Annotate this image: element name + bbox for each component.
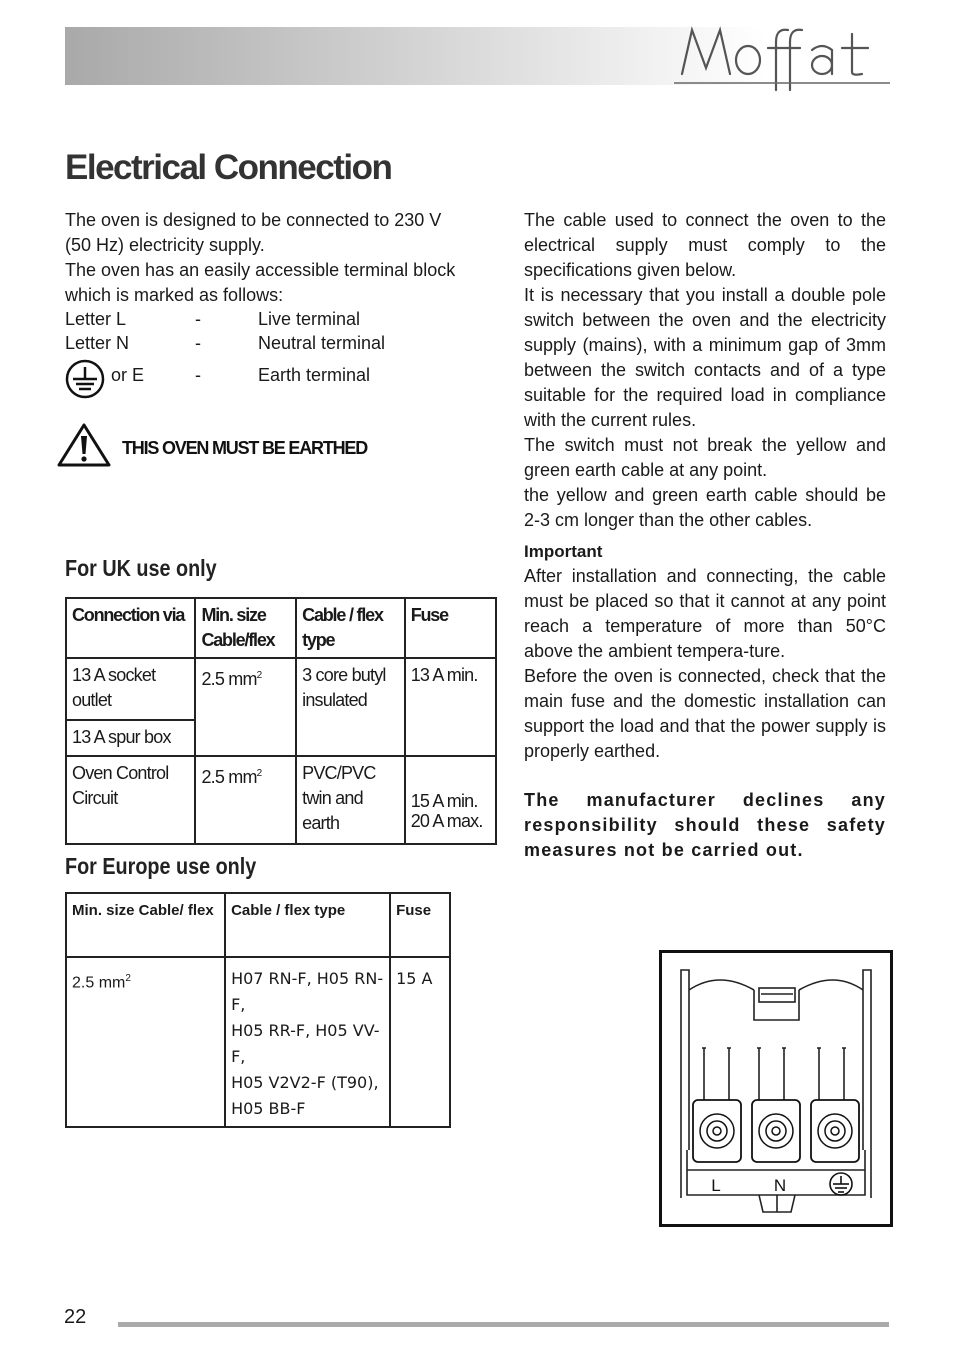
terminal-desc: Neutral terminal: [258, 333, 386, 353]
right-column-text: [524, 208, 886, 863]
table-cell: PVC/PVC twin and earth: [296, 756, 405, 844]
superscript: 2: [125, 973, 131, 984]
fuse-min: 15 A min.: [410, 791, 478, 811]
table-row: [66, 658, 496, 720]
table-header-cell: Cable / flex type: [225, 893, 390, 957]
important-heading: Important: [524, 542, 603, 561]
terminal-desc: Earth terminal: [258, 365, 371, 385]
table-header-cell: Cable / flex type: [296, 598, 405, 658]
footer-divider: [118, 1322, 889, 1327]
table-cell: 3 core butyl insulated: [296, 658, 405, 756]
table-header-row: [66, 893, 450, 957]
table-cell: 13 A spur box: [66, 720, 195, 756]
terminal-label-n: N: [773, 1176, 787, 1195]
fuse-max: 20 A max.: [410, 811, 483, 831]
cable-size: 2.5 mm: [201, 669, 257, 689]
terminal-desc: Live terminal: [258, 309, 361, 329]
table-row: [66, 957, 450, 1127]
europe-heading: For Europe use only: [65, 853, 257, 879]
paragraph: It is necessary that you install a double pole switch between the oven and the electricity supply (mains), with a minimum gap of 3mm between the switch contacts and of a type suitable for the required load in compliance with the current rules.: [524, 285, 886, 430]
cable-type-line: H05 BB-F: [231, 1099, 306, 1118]
table-cell: [66, 957, 225, 1127]
earth-symbol-icon: [64, 359, 108, 399]
header-bar: [65, 27, 765, 85]
page-number: 22: [64, 1306, 87, 1328]
intro-text-2: The oven has an easily accessible terminal block which is marked as follows:: [65, 260, 456, 305]
cable-type-line: H07 RN-F, H05 RN-F,: [231, 969, 384, 1014]
uk-heading: For UK use only: [65, 555, 217, 581]
table-header-cell: Fuse: [390, 893, 450, 957]
page-title: Electrical Connection: [65, 148, 392, 187]
terminal-dash: -: [195, 333, 201, 353]
moffat-logo: [672, 20, 894, 96]
terminal-letter: Letter L: [65, 309, 127, 329]
terminal-letter: or E: [111, 365, 145, 385]
table-header-cell: Connection via: [66, 598, 195, 658]
cable-type-line: H05 V2V2-F (T90),: [231, 1073, 379, 1092]
terminal-dash: -: [195, 365, 201, 385]
earth-label-icon: [830, 1173, 852, 1195]
terminal-block-diagram: [659, 950, 893, 1227]
paragraph: the yellow and green earth cable should be 2-3 cm longer than the other cables.: [524, 485, 886, 530]
superscript: 2: [256, 768, 262, 779]
terminal-dash: -: [195, 309, 201, 329]
table-cell: Oven Control Circuit: [66, 756, 195, 844]
paragraph: The cable used to connect the oven to the electrical supply must comply to the specifications given below.: [524, 210, 886, 280]
superscript: 2: [256, 670, 262, 681]
table-cell: 13 A min.: [405, 658, 496, 756]
table-cell: [195, 658, 296, 756]
terminal-label-l: L: [711, 1176, 721, 1195]
paragraph: Before the oven is connected, check that the main fuse and the domestic installation can support the load and that the power supply is properly earthed.: [524, 666, 886, 761]
table-cell: [225, 957, 390, 1127]
table-cell: [405, 756, 496, 844]
table-cell: 15 A: [390, 957, 450, 1127]
uk-cable-table: [65, 597, 497, 845]
earthed-warning: THIS OVEN MUST BE EARTHED: [122, 438, 368, 458]
cable-size: 2.5 mm: [72, 974, 126, 992]
europe-cable-table: [65, 892, 451, 1128]
table-header-cell: Min. size Cable/flex: [195, 598, 296, 658]
table-row: [66, 756, 496, 844]
cable-size: 2.5 mm: [201, 767, 257, 787]
table-cell: 13 A socket outlet: [66, 658, 195, 720]
table-cell: [195, 756, 296, 844]
terminal-letter: Letter N: [65, 333, 130, 353]
paragraph: After installation and connecting, the cable must be placed so that it cannot at any point reach a temperature of more than 50°C above the ambient tempera-ture.: [524, 566, 886, 661]
cable-type-line: H05 RR-F, H05 VV-F,: [231, 1021, 380, 1066]
paragraph: The switch must not break the yellow and green earth cable at any point.: [524, 435, 886, 480]
table-header-row: [66, 598, 496, 658]
manufacturer-disclaimer: The manufacturer declines any responsibility should these safety measures not be carried out.: [524, 790, 886, 860]
table-header-cell: Min. size Cable/ flex: [66, 893, 225, 957]
intro-text-1: The oven is designed to be connected to 230 V (50 Hz) electricity supply.: [65, 210, 442, 255]
table-header-cell: Fuse: [405, 598, 496, 658]
warning-triangle-icon: [56, 422, 112, 468]
intro-paragraph: [65, 208, 465, 308]
